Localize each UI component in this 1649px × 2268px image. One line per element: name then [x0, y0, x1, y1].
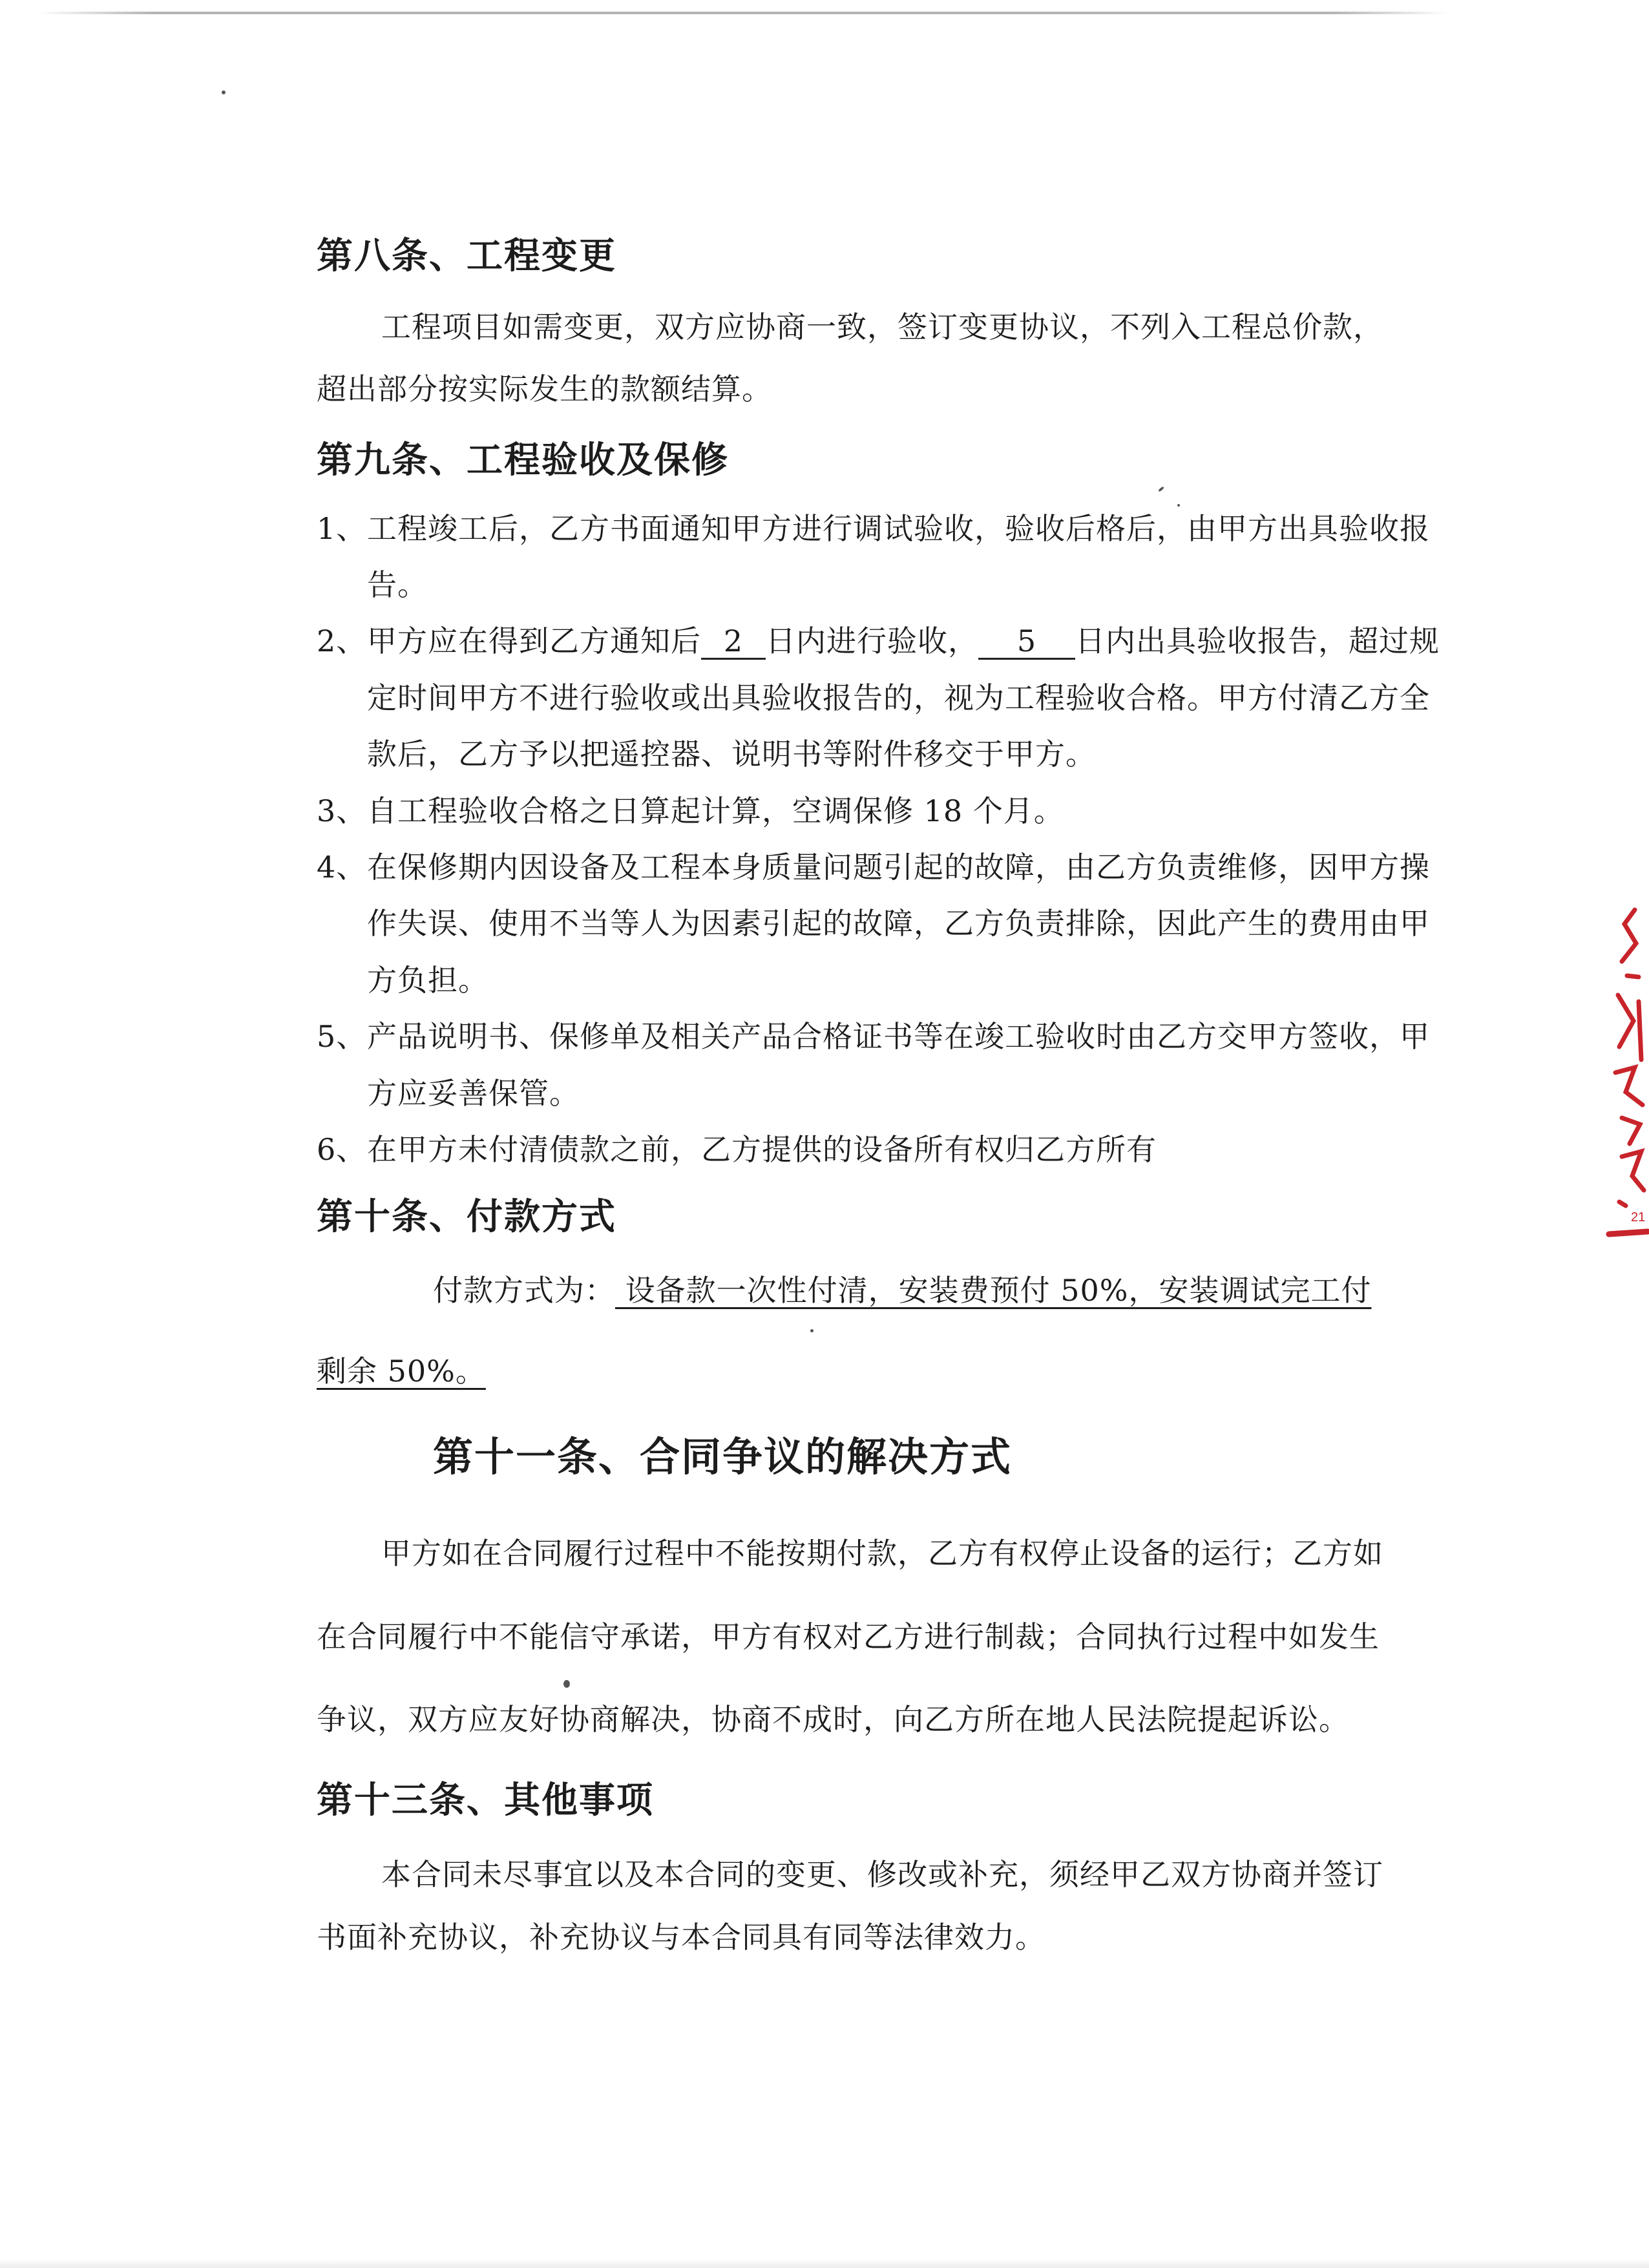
payment-label: 付款方式为：: [433, 1273, 615, 1308]
seal-stamp-marks: [1609, 910, 1648, 1234]
section-8-title: 第八条、工程变更: [317, 235, 616, 277]
payment-value-line-2: 剩余 50%。: [317, 1353, 486, 1389]
scan-edge-top: [39, 12, 1447, 14]
section-13-line-1: 本合同未尽事宜以及本合同的变更、修改或补充，须经甲乙双方协商并签订: [381, 1856, 1383, 1892]
section-11-line-1: 甲方如在合同履行过程中不能按期付款，乙方有权停止设备的运行；乙方如: [381, 1535, 1383, 1571]
clause-item: [317, 783, 1441, 839]
clause-number: 5、: [317, 1019, 367, 1055]
section-9-list: [317, 501, 1441, 1179]
clause-item: [317, 1009, 1441, 1122]
clause-number: 2、: [317, 624, 367, 659]
clause-text-part: 日内出具验收报告，超过规定时间甲方不进行验收或出具验收报告的，视为工程验收合格。甲方付清乙方全款后，乙方予以把遥控器、说明书等附件移交于甲方。: [367, 624, 1440, 772]
clause-text-part: 甲方应在得到乙方通知后: [367, 624, 701, 659]
report-days-field: 5: [978, 625, 1075, 660]
clause-text: 自工程验收合格之日算起计算，空调保修 18 个月。: [367, 793, 1064, 828]
clause-item: [317, 839, 1441, 1009]
section-10-title: 第十条、付款方式: [317, 1195, 616, 1239]
clause-text-part: 日内进行验收，: [766, 624, 978, 659]
clause-number: 4、: [317, 849, 367, 885]
section-8-line-2: 超出部分按实际发生的款额结算。: [317, 372, 772, 407]
scan-speck: [222, 90, 226, 94]
clause-text: 工程竣工后，乙方书面通知甲方进行调试验收，验收后格后，由甲方出具验收报告。: [367, 510, 1430, 603]
seal-fragment-text: 21: [1631, 1210, 1646, 1224]
contract-page: [317, 233, 1441, 1968]
clause-item: [317, 1122, 1441, 1178]
clause-text: 在保修期内因设备及工程本身质量问题引起的故障，由乙方负责维修，因甲方操作失误、使用不当等人为因素引起的故障，乙方负责排除，因此产生的费用由甲方负担。: [367, 849, 1430, 998]
clause-number: 3、: [317, 793, 367, 828]
payment-terms: [317, 1266, 1441, 1395]
clause-item: [317, 501, 1441, 614]
scan-edge-bottom: [0, 2259, 1649, 2268]
seal-stamp-fragment: [1596, 898, 1649, 1247]
section-8-body: [317, 303, 1441, 414]
section-8-line-1: 工程项目如需变更，双方应协商一致，签订变更协议，不列入工程总价款，: [381, 309, 1383, 344]
section-13-body: [317, 1843, 1441, 1968]
section-11-body: [317, 1512, 1441, 1761]
section-11-title: 第十一条、合同争议的解决方式: [433, 1433, 1013, 1481]
section-11-line-2: 在合同履行中不能信守承诺，甲方有权对乙方进行制裁；合同执行过程中如发生: [317, 1619, 1380, 1654]
clause-text: 在甲方未付清债款之前，乙方提供的设备所有权归乙方所有: [367, 1131, 1157, 1167]
section-13-line-2: 书面补充协议，补充协议与本合同具有同等法律效力。: [317, 1919, 1045, 1955]
section-9-title: 第九条、工程验收及保修: [317, 438, 729, 481]
clause-number: 6、: [317, 1131, 367, 1167]
section-11-line-3: 争议，双方应友好协商解决，协商不成时，向乙方所在地人民法院提起诉讼。: [317, 1702, 1349, 1738]
payment-value-line-1: 设备款一次性付清，安装费预付 50%，安装调试完工付: [615, 1273, 1372, 1308]
clause-text: 产品说明书、保修单及相关产品合格证书等在竣工验收时由乙方交甲方签收，甲方应妥善保管。: [367, 1019, 1430, 1111]
clause-number: 1、: [317, 510, 367, 546]
acceptance-days-field: 2: [701, 625, 766, 660]
section-13-title: 第十三条、其他事项: [317, 1779, 654, 1822]
clause-item: [317, 613, 1441, 782]
